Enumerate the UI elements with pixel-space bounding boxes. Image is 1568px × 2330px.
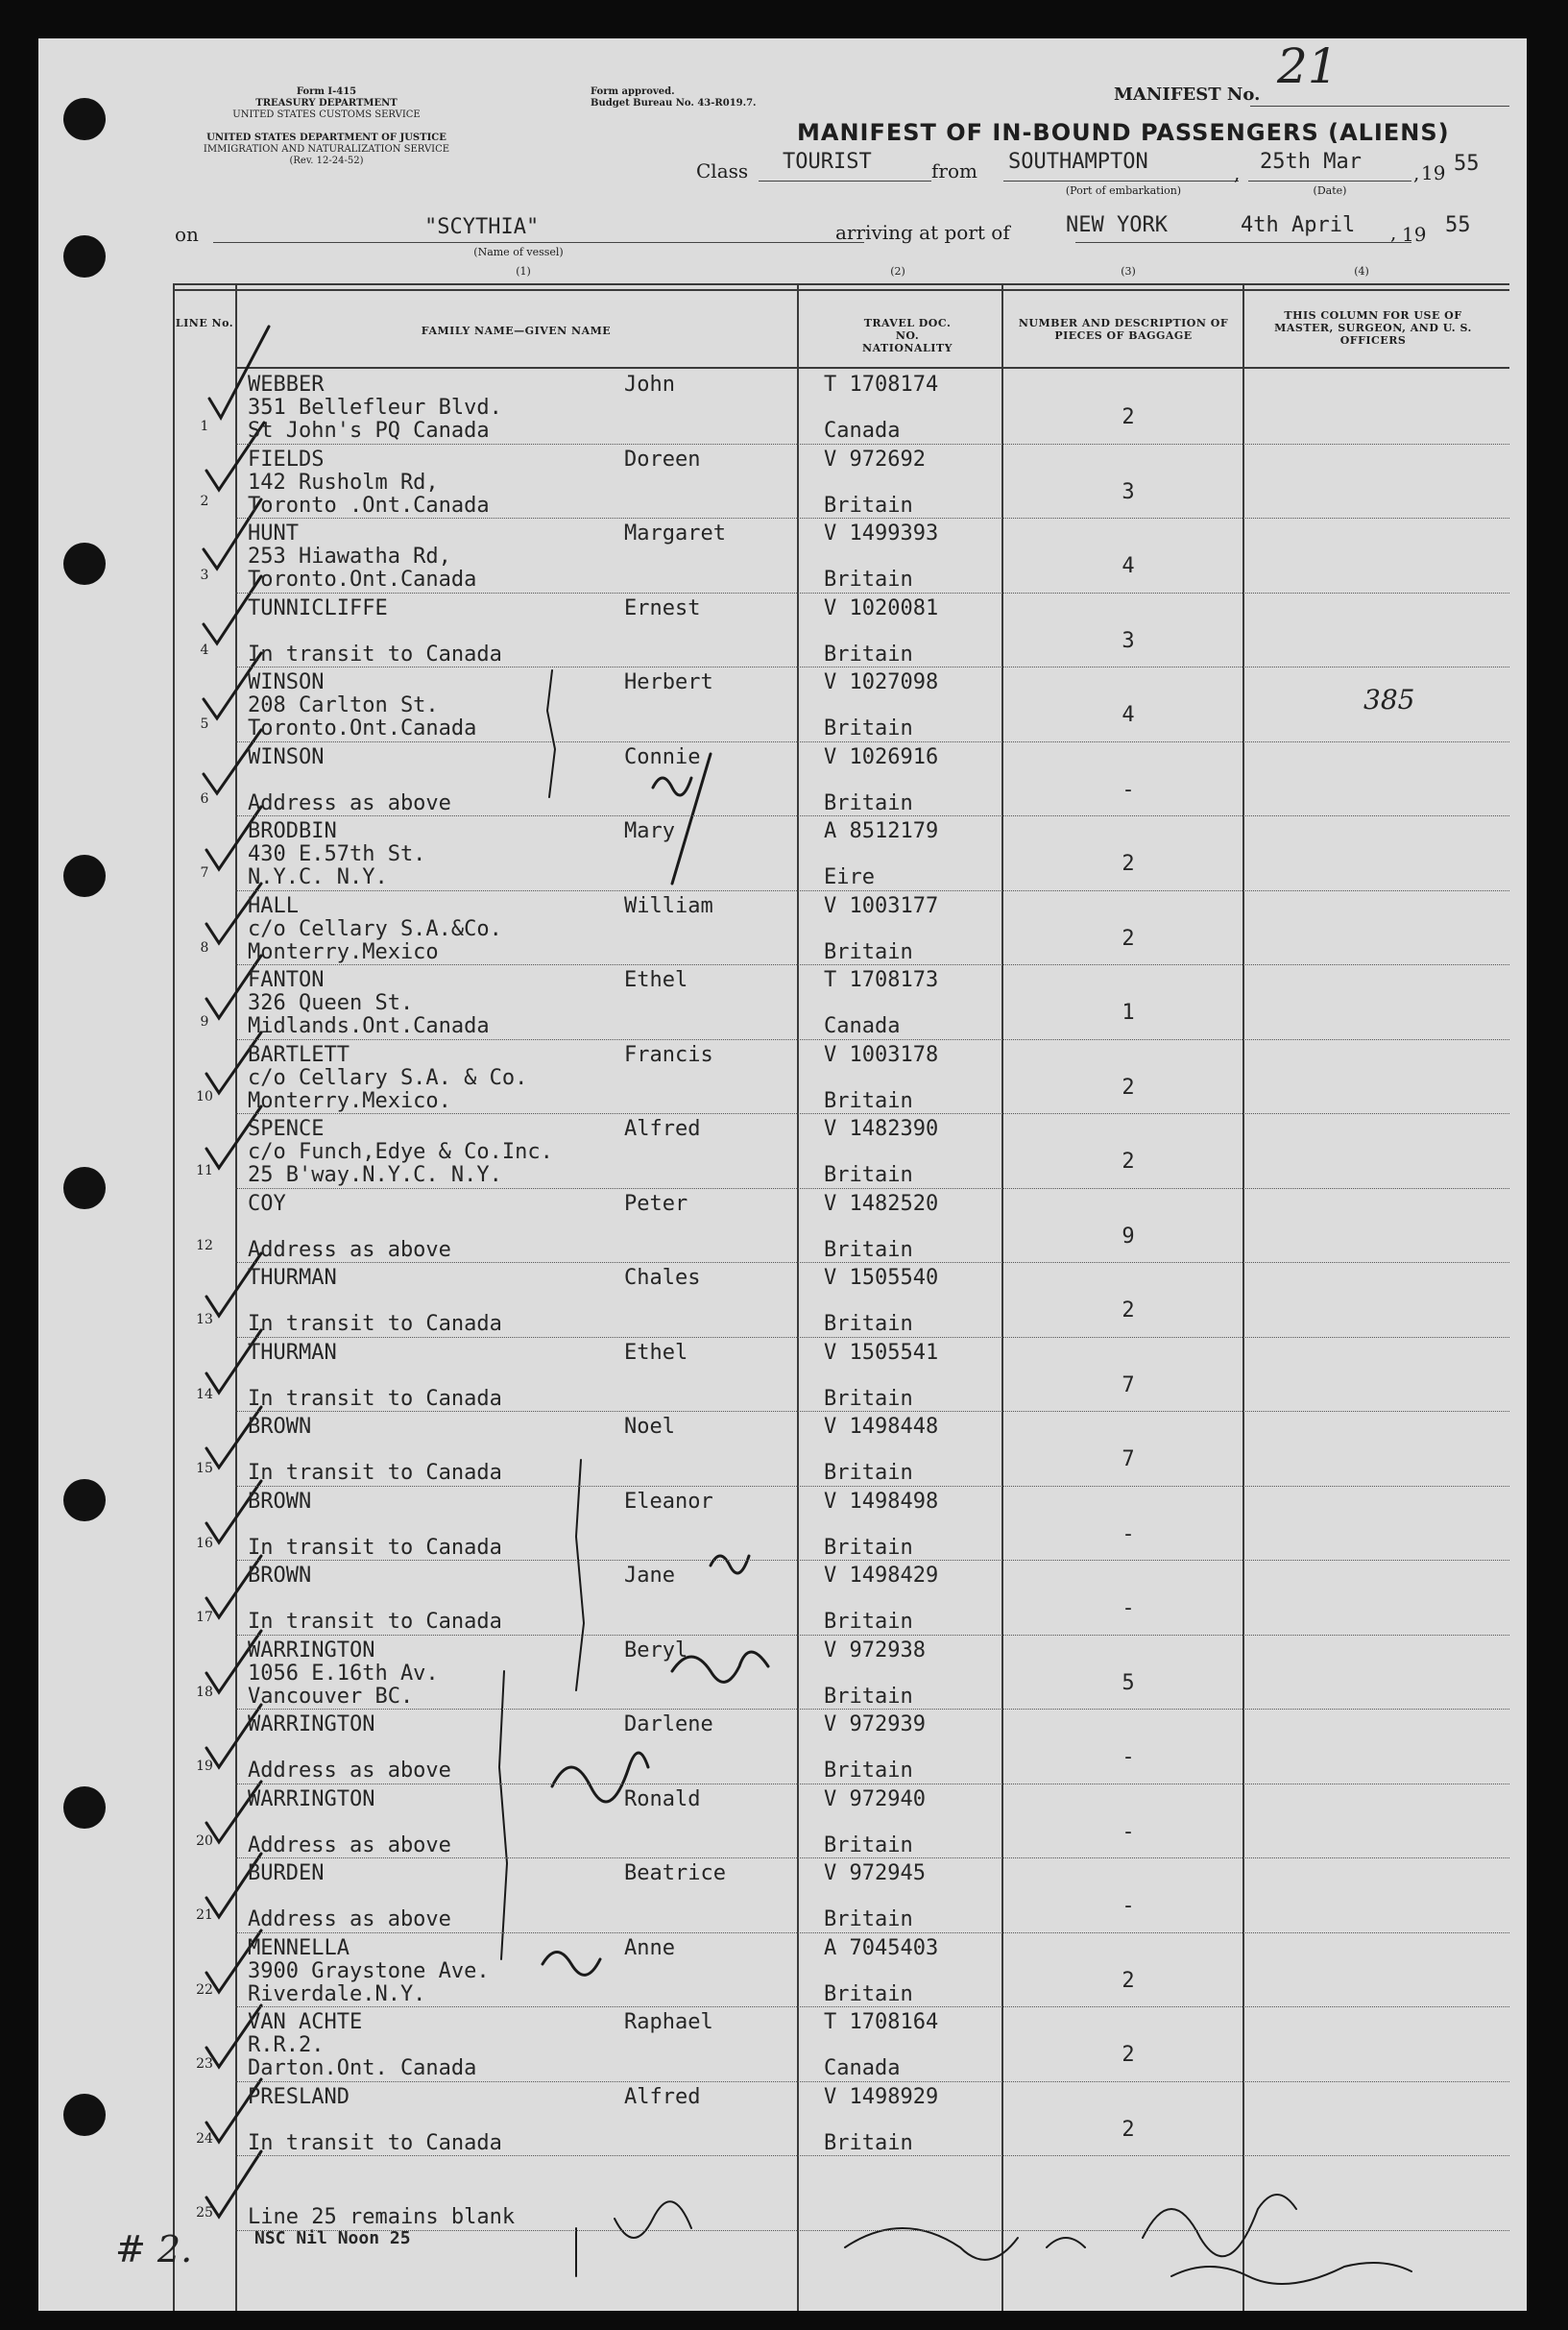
address-line-2: Address as above <box>248 1907 451 1931</box>
line-number: 11 <box>196 1163 213 1178</box>
row-divider <box>235 444 1509 445</box>
baggage-count: - <box>1122 1894 1135 1918</box>
form-number: Form I-415 <box>296 86 357 97</box>
given-name: Raphael <box>624 2010 713 2034</box>
given-name: Margaret <box>624 522 726 546</box>
line-number: 7 <box>200 865 209 881</box>
travel-doc-number: V 1003177 <box>824 893 939 918</box>
address-line-2: Riverdale.N.Y. <box>248 1981 426 2006</box>
address-line-2: In transit to Canada <box>248 2130 502 2155</box>
given-name: Noel <box>624 1415 675 1439</box>
given-name: Darlene <box>624 1712 713 1736</box>
given-name: Mary <box>624 819 675 843</box>
travel-doc-number: V 1505540 <box>824 1266 939 1290</box>
given-name: John <box>624 373 675 397</box>
baggage-count: 2 <box>1122 1968 1135 1993</box>
baggage-count: 9 <box>1122 1224 1135 1249</box>
row-divider <box>235 964 1509 965</box>
address-line-2: St John's PQ Canada <box>248 419 490 443</box>
given-name: Anne <box>624 1935 675 1960</box>
officer-note: 385 <box>1363 684 1415 716</box>
baggage-count: 3 <box>1122 479 1135 504</box>
col-header-officers: THIS COLUMN FOR USE OF MASTER, SURGEON, AND U. S. OFFICERS <box>1274 309 1472 347</box>
address-line-1: 430 E.57th St. <box>248 842 426 866</box>
vessel-name: "SCYTHIA" <box>424 215 540 239</box>
family-name: BROWN <box>248 1564 312 1588</box>
travel-doc-number: V 972939 <box>824 1712 926 1736</box>
address-line-1: 351 Bellefleur Blvd. <box>248 396 502 420</box>
line-number: 3 <box>200 568 209 583</box>
travel-doc-number: V 1482520 <box>824 1191 939 1216</box>
line-number: 16 <box>196 1535 213 1551</box>
row-divider <box>235 815 1509 816</box>
nationality: Britain <box>824 1684 913 1709</box>
family-name: BROWN <box>248 1415 312 1439</box>
baggage-count: 7 <box>1122 1447 1135 1471</box>
family-name: BARTLETT <box>248 1042 350 1067</box>
baggage-count: 2 <box>1122 1075 1135 1100</box>
line-number: 15 <box>196 1461 213 1476</box>
travel-doc-number: V 1498429 <box>824 1564 939 1588</box>
travel-doc-number: V 1020081 <box>824 595 939 620</box>
row-divider <box>235 1262 1509 1263</box>
address-line-2: Darton.Ont. Canada <box>248 2056 477 2080</box>
manifest-sheet: Form I-415 TREASURY DEPARTMENT UNITED STATES CUSTOMS SERVICE UNITED STATES DEPARTMENT OF JUSTICE IMMIGRATION AND NATURALIZATION SERVICE (Rev. 12-24-52) Form approved. Budget Bureau No. 43-R019.7. MANIFEST No. 21 MANIFEST OF IN-BOUND PASSENGERS (ALIENS) Class TOURIST from SOUTHAMPTON (Port of embarkation) , 25th Mar (Date) , 19 55 on "SCYTHIA" (Name of vessel) arriving at port of NEW YORK 4th April , 19 55 (1) (2) (3) (4) LINE No. FAMILY NAME—GIVEN NAME TRAVEL DOC. NO. NATIONALITY NUMBER AND DESCRIPTION OF PIECES OF BAGGAGE THIS COLUMN FOR USE OF MASTER, SURGEON, AND U. S. OFFICERS # 2. NSC Nil Noon 25 1 WEBBER John 351 Bellefleur Blvd. St John's PQ Canada T 1708174 Canada 2 2 FIELDS Doreen 142 Rusholm Rd, Toronto .Ont.Canada V 972692 Britain 3 3 HUNT Margaret 253 Hiawatha Rd, Toronto.Ont.Canada V 1499393 Britain 4 4 TUNNICLIFFE Ernest In transit to Canada V 1020081 Britain 3 5 WINSON Herbert 208 Carlton St. Toronto.Ont.Canada V 1027098 Britain 4 385 6 WINSON Connie Address as above V 1026916 Britain - 7 BRODBIN Mary 430 E.57th St. N.Y.C. N.Y. A 8512179 Eire 2 8 HALL William c/o Cellary S.A.&Co. Monterry.Mexico V 1003177 Britain 2 9 FANTON Ethel 326 Queen St. Midlands.Ont.Canada T 1708173 Canada 1 10 BARTLETT Francis c/o Cellary S.A. & Co. Monterry.Mexico. V 1003178 Britain 2 11 SPENCE Alfred c/o Funch,Edye & Co.Inc. 25 B'way.N.Y.C. N.Y. V 1482390 Britain 2 12 COY Peter Address as above V 1482520 Britain 9 13 THURMAN Chales In transit to Canada V 1505540 Britain 2 14 THURMAN Ethel In transit to Canada V 1505541 Britain 7 15 BROWN Noel In transit to Canada V 1498448 Britain 7 16 BROWN Eleanor In transit to Canada V 1498498 Britain - 17 BROWN Jane In transit to Canada V 1498429 Britain - 18 WARRINGTON Beryl 1056 E.16th Av. Vancouver BC. V 972938 Britain 5 19 WARRINGTON Darlene Address as above V 972939 Britain - 20 WARRINGTON Ronald Address as above V 972940 Britain - 21 BURDEN Beatrice Address as above V 972945 Britain - 22 MENNELLA Anne 3900 Graystone Ave. Riverdale.N.Y. A 7045403 Britain 2 23 VAN ACHTE Raphael R.R.2. Darton.Ont. Canada T 1708164 Canada 2 24 PRESLAND Alfred In transit to Canada V 1498929 Britain 2 25 Line 25 remains blank <box>38 38 1527 2311</box>
given-name: Ronald <box>624 1786 701 1811</box>
manifest-no-label: MANIFEST No. <box>1114 85 1261 105</box>
line-number: 9 <box>200 1014 209 1030</box>
row-divider <box>235 1039 1509 1040</box>
baggage-count: 4 <box>1122 554 1135 578</box>
nationality: Eire <box>824 865 875 889</box>
travel-doc-number: V 1499393 <box>824 522 939 546</box>
nationality: Britain <box>824 1163 913 1187</box>
line-number: 5 <box>200 716 209 732</box>
family-name: THURMAN <box>248 1340 337 1365</box>
family-name: WARRINGTON <box>248 1638 375 1663</box>
travel-doc-number: V 1498498 <box>824 1489 939 1514</box>
travel-doc-number: V 1027098 <box>824 670 939 694</box>
row-divider <box>235 2230 1509 2231</box>
family-name: FANTON <box>248 968 325 992</box>
bottom-note: # 2. <box>115 2228 193 2270</box>
address-line-1: c/o Cellary S.A.&Co. <box>248 916 502 941</box>
col-header-name: FAMILY NAME—GIVEN NAME <box>421 325 612 337</box>
address-line-1: 208 Carlton St. <box>248 693 439 717</box>
address-line-2: Address as above <box>248 1832 451 1857</box>
nationality: Britain <box>824 1610 913 1634</box>
ins-name: IMMIGRATION AND NATURALIZATION SERVICE <box>203 144 450 155</box>
baggage-count: - <box>1122 777 1135 802</box>
baggage-count: - <box>1122 1819 1135 1844</box>
travel-doc-number: T 1708174 <box>824 373 939 397</box>
baggage-count: 5 <box>1122 1670 1135 1695</box>
arriving-label: arriving at port of <box>835 221 1010 244</box>
bottom-stamp: NSC Nil Noon 25 <box>254 2228 411 2248</box>
given-name: Beryl <box>624 1638 688 1663</box>
given-name: Doreen <box>624 447 701 472</box>
nationality: Britain <box>824 568 913 592</box>
address-line-2: Monterry.Mexico <box>248 939 439 964</box>
address-line-2: Toronto.Ont.Canada <box>248 568 477 592</box>
nationality: Britain <box>824 716 913 740</box>
nationality: Britain <box>824 1832 913 1857</box>
row-divider <box>235 1188 1509 1189</box>
embark-year: 55 <box>1454 152 1480 176</box>
given-name: Chales <box>624 1266 701 1290</box>
dept-justice: UNITED STATES DEPARTMENT OF JUSTICE <box>206 133 446 143</box>
nationality: Britain <box>824 1535 913 1560</box>
nationality: Britain <box>824 1981 913 2006</box>
address-line-2: Midlands.Ont.Canada <box>248 1014 490 1038</box>
given-name: Alfred <box>624 2084 701 2109</box>
baggage-count: 2 <box>1122 852 1135 876</box>
address-line-1: 326 Queen St. <box>248 991 414 1015</box>
address-line-2: Address as above <box>248 790 451 815</box>
given-name: Francis <box>624 1042 713 1067</box>
given-name: William <box>624 893 713 918</box>
dept-treasury: TREASURY DEPARTMENT <box>255 98 398 109</box>
col-num-2: (2) <box>890 265 905 278</box>
arrival-port: NEW YORK <box>1066 213 1168 237</box>
nationality: Britain <box>824 642 913 667</box>
travel-doc-number: V 972940 <box>824 1786 926 1811</box>
line-number: 12 <box>196 1237 213 1253</box>
family-name: THURMAN <box>248 1266 337 1290</box>
baggage-count: 4 <box>1122 703 1135 727</box>
address-line-2: Toronto.Ont.Canada <box>248 716 477 740</box>
family-name: HUNT <box>248 522 299 546</box>
given-name: Ethel <box>624 968 688 992</box>
family-name: BURDEN <box>248 1861 325 1885</box>
row-divider <box>235 2081 1509 2082</box>
given-name: Jane <box>624 1564 675 1588</box>
line-number: 18 <box>196 1684 213 1700</box>
port-caption: (Port of embarkation) <box>1065 184 1182 197</box>
address-line-1: 1056 E.16th Av. <box>248 1661 439 1686</box>
line-number: 23 <box>196 2056 213 2072</box>
family-name: BRODBIN <box>248 819 337 843</box>
address-line-2: In transit to Canada <box>248 1312 502 1336</box>
line-number: 17 <box>196 1610 213 1625</box>
given-name: Herbert <box>624 670 713 694</box>
family-name: HALL <box>248 893 299 918</box>
travel-doc-number: V 1003178 <box>824 1042 939 1067</box>
address-line-1: 3900 Graystone Ave. <box>248 1958 490 1983</box>
given-name: Ernest <box>624 595 701 620</box>
given-name: Beatrice <box>624 1861 726 1885</box>
travel-doc-number: V 1026916 <box>824 744 939 769</box>
address-line-2: Toronto .Ont.Canada <box>248 493 490 518</box>
line-number: 10 <box>196 1088 213 1104</box>
line-number: 25 <box>196 2205 213 2221</box>
line-number: 2 <box>200 493 209 509</box>
nationality: Britain <box>824 1759 913 1783</box>
address-line-2: In transit to Canada <box>248 1610 502 1634</box>
nationality: Britain <box>824 1386 913 1411</box>
family-name: WARRINGTON <box>248 1712 375 1736</box>
family-name: COY <box>248 1191 286 1216</box>
row-divider <box>235 2155 1509 2156</box>
nationality: Canada <box>824 1014 901 1038</box>
baggage-count: - <box>1122 1745 1135 1769</box>
given-name: Eleanor <box>624 1489 713 1514</box>
travel-doc-number: V 972938 <box>824 1638 926 1663</box>
row-divider <box>235 741 1509 742</box>
col-header-travel-doc: TRAVEL DOC. NO. NATIONALITY <box>862 317 953 354</box>
line-number: 22 <box>196 1981 213 1998</box>
from-label: from <box>931 159 977 182</box>
travel-doc-number: A 7045403 <box>824 1935 939 1960</box>
address-line-2: Vancouver BC. <box>248 1684 414 1709</box>
baggage-count: 3 <box>1122 628 1135 653</box>
address-line-1: c/o Cellary S.A. & Co. <box>248 1065 528 1090</box>
form-approved: Form approved. <box>591 86 675 97</box>
family-name: WINSON <box>248 744 325 769</box>
vessel-caption: (Name of vessel) <box>473 246 564 258</box>
arrival-year-prefix: 19 <box>1402 223 1427 246</box>
travel-doc-number: V 972692 <box>824 447 926 472</box>
manifest-no-value: 21 <box>1277 38 1339 94</box>
address-line-2: Address as above <box>248 1759 451 1783</box>
arrival-year: 55 <box>1445 213 1471 237</box>
row-divider <box>235 1113 1509 1114</box>
address-line-2: N.Y.C. N.Y. <box>248 865 388 889</box>
baggage-count: 2 <box>1122 2117 1135 2142</box>
row-divider <box>235 1486 1509 1487</box>
row-divider <box>235 1857 1509 1858</box>
family-name: TUNNICLIFFE <box>248 595 388 620</box>
baggage-count: - <box>1122 1596 1135 1620</box>
line-number: 20 <box>196 1832 213 1849</box>
family-name: WARRINGTON <box>248 1786 375 1811</box>
address-line-2: Line 25 remains blank <box>248 2205 516 2229</box>
row-divider <box>235 593 1509 594</box>
revision: (Rev. 12-24-52) <box>289 156 364 166</box>
line-number: 24 <box>196 2130 213 2147</box>
embarkation-date: 25th Mar <box>1260 150 1362 174</box>
row-divider <box>235 890 1509 891</box>
baggage-count: 2 <box>1122 2043 1135 2067</box>
date-caption: (Date) <box>1313 184 1347 197</box>
family-name: WEBBER <box>248 373 325 397</box>
address-line-1: R.R.2. <box>248 2033 325 2057</box>
nationality: Canada <box>824 2056 901 2080</box>
line-number: 19 <box>196 1759 213 1774</box>
nationality: Britain <box>824 939 913 964</box>
budget-bureau: Budget Bureau No. 43-R019.7. <box>591 98 757 109</box>
line-number: 13 <box>196 1312 213 1327</box>
given-name: Ethel <box>624 1340 688 1365</box>
baggage-count: 2 <box>1122 405 1135 429</box>
travel-doc-number: V 1482390 <box>824 1117 939 1141</box>
travel-doc-number: V 1498448 <box>824 1415 939 1439</box>
nationality: Britain <box>824 2130 913 2155</box>
travel-doc-number: V 972945 <box>824 1861 926 1885</box>
baggage-count: 2 <box>1122 1150 1135 1174</box>
address-line-2: 25 B'way.N.Y.C. N.Y. <box>248 1163 502 1187</box>
family-name: PRESLAND <box>248 2084 350 2109</box>
col-num-3: (3) <box>1121 265 1136 278</box>
nationality: Britain <box>824 1088 913 1113</box>
on-label: on <box>175 223 199 246</box>
family-name: FIELDS <box>248 447 325 472</box>
baggage-count: 1 <box>1122 1001 1135 1025</box>
travel-doc-number: V 1498929 <box>824 2084 939 2109</box>
address-line-2: In transit to Canada <box>248 1386 502 1411</box>
col-header-line: LINE No. <box>175 317 234 329</box>
family-name: SPENCE <box>248 1117 325 1141</box>
line-number: 6 <box>200 790 209 807</box>
nationality: Britain <box>824 1907 913 1931</box>
travel-doc-number: T 1708173 <box>824 968 939 992</box>
row-divider <box>235 1932 1509 1933</box>
address-line-2: Address as above <box>248 1237 451 1262</box>
nationality: Britain <box>824 1461 913 1485</box>
col-num-1: (1) <box>516 265 531 278</box>
customs-service: UNITED STATES CUSTOMS SERVICE <box>232 109 421 120</box>
family-name: BROWN <box>248 1489 312 1514</box>
port-of-embarkation: SOUTHAMPTON <box>1008 150 1148 174</box>
row-divider <box>235 1560 1509 1561</box>
nationality: Britain <box>824 493 913 518</box>
address-line-1: 253 Hiawatha Rd, <box>248 545 451 569</box>
given-name: Alfred <box>624 1117 701 1141</box>
line-number: 21 <box>196 1907 213 1923</box>
line-number: 1 <box>200 419 209 434</box>
nationality: Britain <box>824 1312 913 1336</box>
baggage-count: - <box>1122 1521 1135 1546</box>
embark-year-prefix: 19 <box>1421 161 1446 184</box>
line-number: 8 <box>200 939 209 956</box>
row-divider <box>235 2006 1509 2007</box>
row-divider <box>235 1411 1509 1412</box>
row-divider <box>235 518 1509 519</box>
travel-doc-number: A 8512179 <box>824 819 939 843</box>
page-title: MANIFEST OF IN-BOUND PASSENGERS (ALIENS) <box>797 119 1450 146</box>
travel-doc-number: V 1505541 <box>824 1340 939 1365</box>
travel-doc-number: T 1708164 <box>824 2010 939 2034</box>
baggage-count: 7 <box>1122 1372 1135 1397</box>
address-line-2: In transit to Canada <box>248 1535 502 1560</box>
line-number: 4 <box>200 642 209 658</box>
arrival-date: 4th April <box>1241 213 1356 237</box>
row-divider <box>235 1635 1509 1636</box>
address-line-2: In transit to Canada <box>248 642 502 667</box>
row-divider <box>235 1337 1509 1338</box>
baggage-count: 2 <box>1122 1298 1135 1323</box>
address-line-2: In transit to Canada <box>248 1461 502 1485</box>
address-line-1: c/o Funch,Edye & Co.Inc. <box>248 1140 553 1164</box>
col-header-baggage: NUMBER AND DESCRIPTION OF PIECES OF BAGGAGE <box>1018 317 1229 342</box>
address-line-1: 142 Rusholm Rd, <box>248 470 439 495</box>
nationality: Canada <box>824 419 901 443</box>
address-line-2: Monterry.Mexico. <box>248 1088 451 1113</box>
class-value: TOURIST <box>783 150 872 174</box>
family-name: WINSON <box>248 670 325 694</box>
nationality: Britain <box>824 790 913 815</box>
given-name: Connie <box>624 744 701 769</box>
line-number: 14 <box>196 1386 213 1402</box>
row-divider <box>235 1709 1509 1710</box>
family-name: MENNELLA <box>248 1935 350 1960</box>
nationality: Britain <box>824 1237 913 1262</box>
col-num-4: (4) <box>1354 265 1369 278</box>
given-name: Peter <box>624 1191 688 1216</box>
baggage-count: 2 <box>1122 926 1135 951</box>
class-label: Class <box>696 159 749 182</box>
family-name: VAN ACHTE <box>248 2010 363 2034</box>
